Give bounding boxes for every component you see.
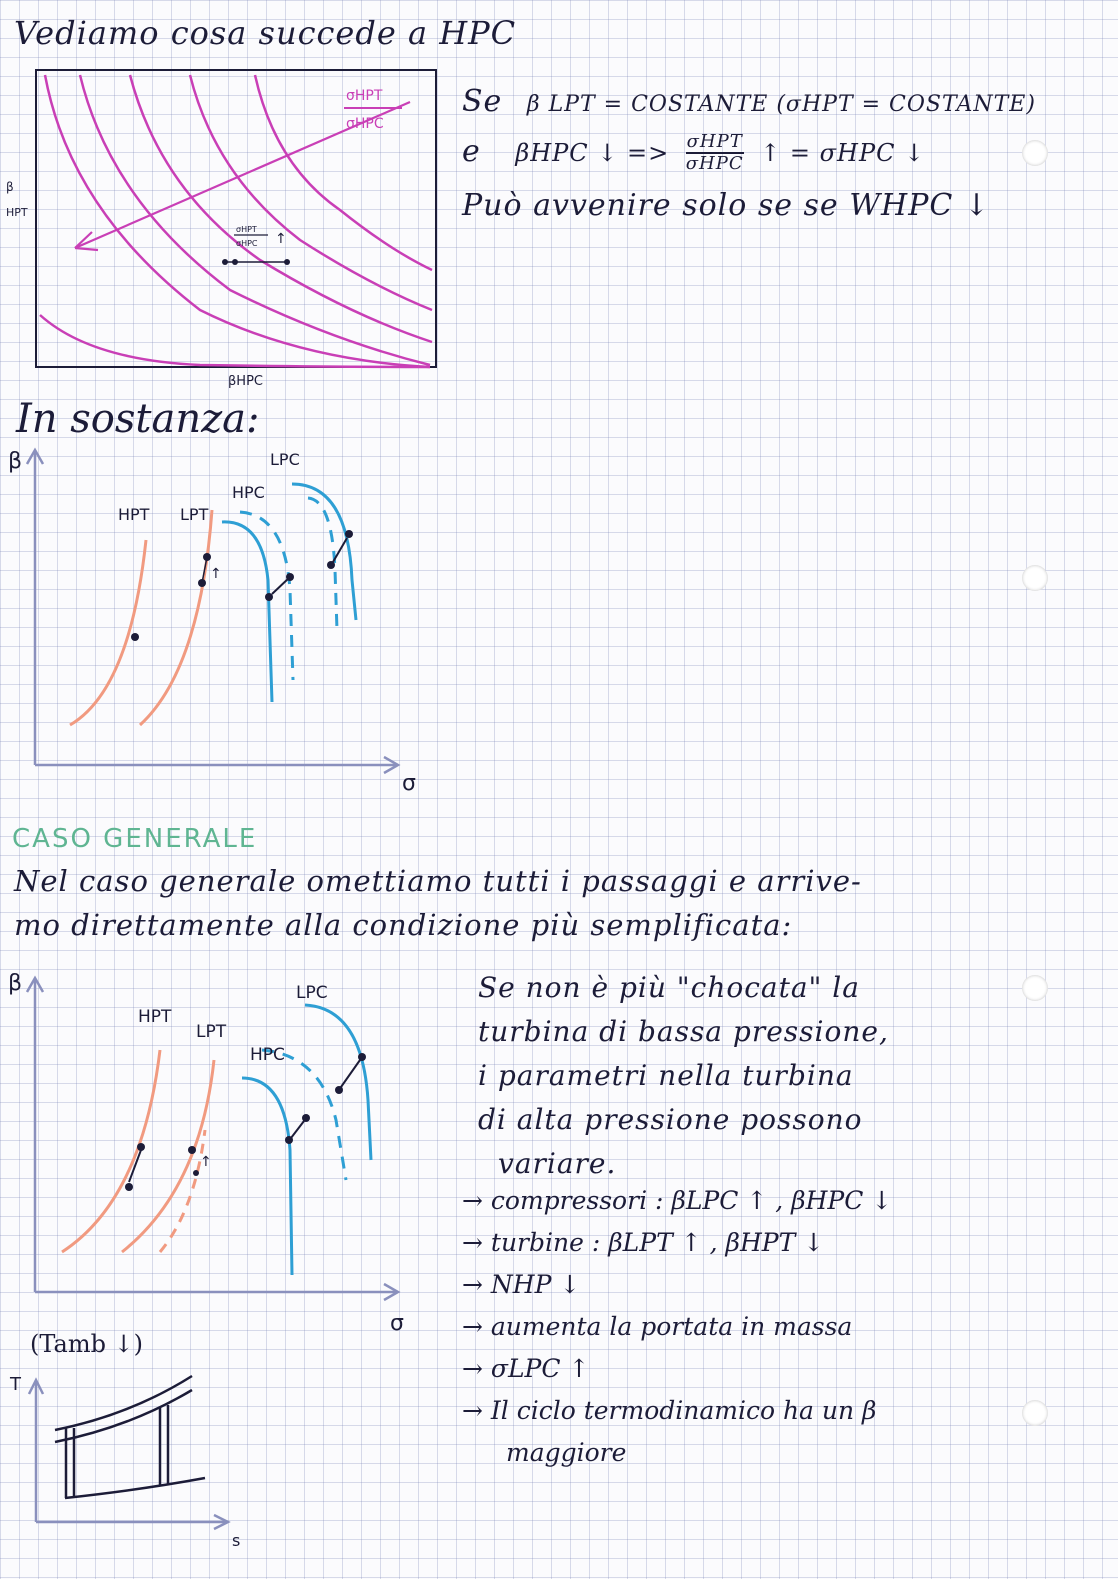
bullet-list (462, 1180, 1062, 1474)
note-line2 (462, 132, 925, 174)
page-heading: Vediamo cosa succede a HPC (14, 14, 517, 52)
fig3-hpt-curve (62, 1050, 160, 1252)
bullet-1: → compressori : βLPC ↑ , βHPC ↓ (462, 1186, 893, 1215)
caso-line2: mo direttamente alla condizione più semplificata: (14, 908, 793, 942)
binder-hole (1022, 975, 1048, 1001)
note-line2-a: βHPC ↓ => (515, 139, 670, 167)
fig2-up-arrow: ↑ (210, 566, 222, 582)
note-fraction (686, 132, 744, 174)
x-label-bhpc: βHPC (228, 374, 263, 389)
fig3-lpc: LPC (296, 983, 328, 1003)
fig2-hpt: HPT (118, 505, 150, 524)
right-note-1: Se non è più "chocata" la (478, 971, 860, 1004)
arrow-label-num: σHPT (346, 88, 383, 104)
mini-arrow: ↑ (275, 231, 287, 247)
bullet-5: → σLPC ↑ (462, 1354, 590, 1383)
note-line2-b: ↑ = σHPC ↓ (760, 139, 926, 167)
bullet-2: → turbine : βLPT ↑ , βHPT ↓ (462, 1228, 825, 1257)
sostanza-figure (0, 440, 450, 800)
binder-hole (1022, 565, 1048, 591)
bullet-6: → Il ciclo termodinamico ha un β (462, 1396, 877, 1425)
fig3-hpc-curve (242, 1078, 292, 1275)
ts-y-label: T (10, 1374, 21, 1395)
binder-hole (1022, 1400, 1048, 1426)
right-note-3: i parametri nella turbina (478, 1059, 854, 1092)
note-line1 (462, 84, 1036, 119)
lpt-curve (140, 510, 212, 725)
fig3-hpc: HPC (250, 1045, 285, 1065)
note-line1-prefix: Se (462, 84, 503, 119)
note-frac-den: σHPC (685, 153, 744, 174)
hpt-map-figure (0, 60, 450, 400)
tamb-note: (Tamb ↓) (30, 1330, 144, 1358)
fig2-y-label: β (8, 449, 23, 474)
right-note-5: variare. (498, 1147, 617, 1180)
fig3-lpt-shifted (160, 1130, 205, 1252)
ts-diagram (0, 1370, 260, 1560)
right-note-4: di alta pressione possono (478, 1103, 863, 1136)
right-note-2: turbina di bassa pressione, (478, 1015, 889, 1048)
fig2-lpt: LPT (180, 505, 209, 524)
bullet-4: → aumenta la portata in massa (462, 1312, 853, 1341)
caso-generale-title: CASO GENERALE (12, 824, 258, 854)
bullet-6-cont: maggiore (506, 1438, 627, 1467)
caso-generale-figure (0, 960, 450, 1336)
caso-line1: Nel caso generale omettiamo tutti i passaggi e arrive- (14, 864, 862, 898)
fig2-x-label: σ (402, 771, 416, 796)
arrow-label-den: σHPC (346, 116, 384, 132)
fig2-lpc: LPC (270, 450, 300, 469)
map-frame (36, 70, 436, 367)
note-frac-num: σHPT (686, 131, 743, 152)
bullet-3: → NHP ↓ (462, 1270, 581, 1299)
fig3-up-arrow: ↑ (200, 1154, 212, 1170)
fig2-hpc: HPC (232, 483, 265, 502)
mini-label-den: σHPC (236, 239, 258, 248)
ts-x-label: s (232, 1531, 241, 1550)
fig3-hpt: HPT (138, 1007, 172, 1027)
y-label-hpt: HPT (6, 206, 28, 219)
binder-hole (1022, 140, 1048, 166)
y-label-beta: β (6, 180, 14, 194)
ts-cycle (55, 1376, 205, 1498)
note-line3: Può avvenire solo se se WHPC ↓ (462, 188, 991, 223)
note-line2-prefix: e (462, 134, 481, 169)
hpc-curve (222, 522, 272, 702)
fig3-x-label: σ (390, 1311, 404, 1336)
right-notes (478, 966, 1058, 1186)
fig3-y-label: β (8, 971, 23, 996)
mini-label-num: σHPT (236, 225, 257, 234)
fig3-lpt: LPT (196, 1022, 227, 1042)
note-line1-text: β LPT = COSTANTE (σHPT = COSTANTE) (526, 92, 1036, 117)
section-sostanza: In sostanza: (16, 396, 260, 442)
lpc-curve (292, 484, 356, 620)
hpt-curve (70, 540, 146, 725)
